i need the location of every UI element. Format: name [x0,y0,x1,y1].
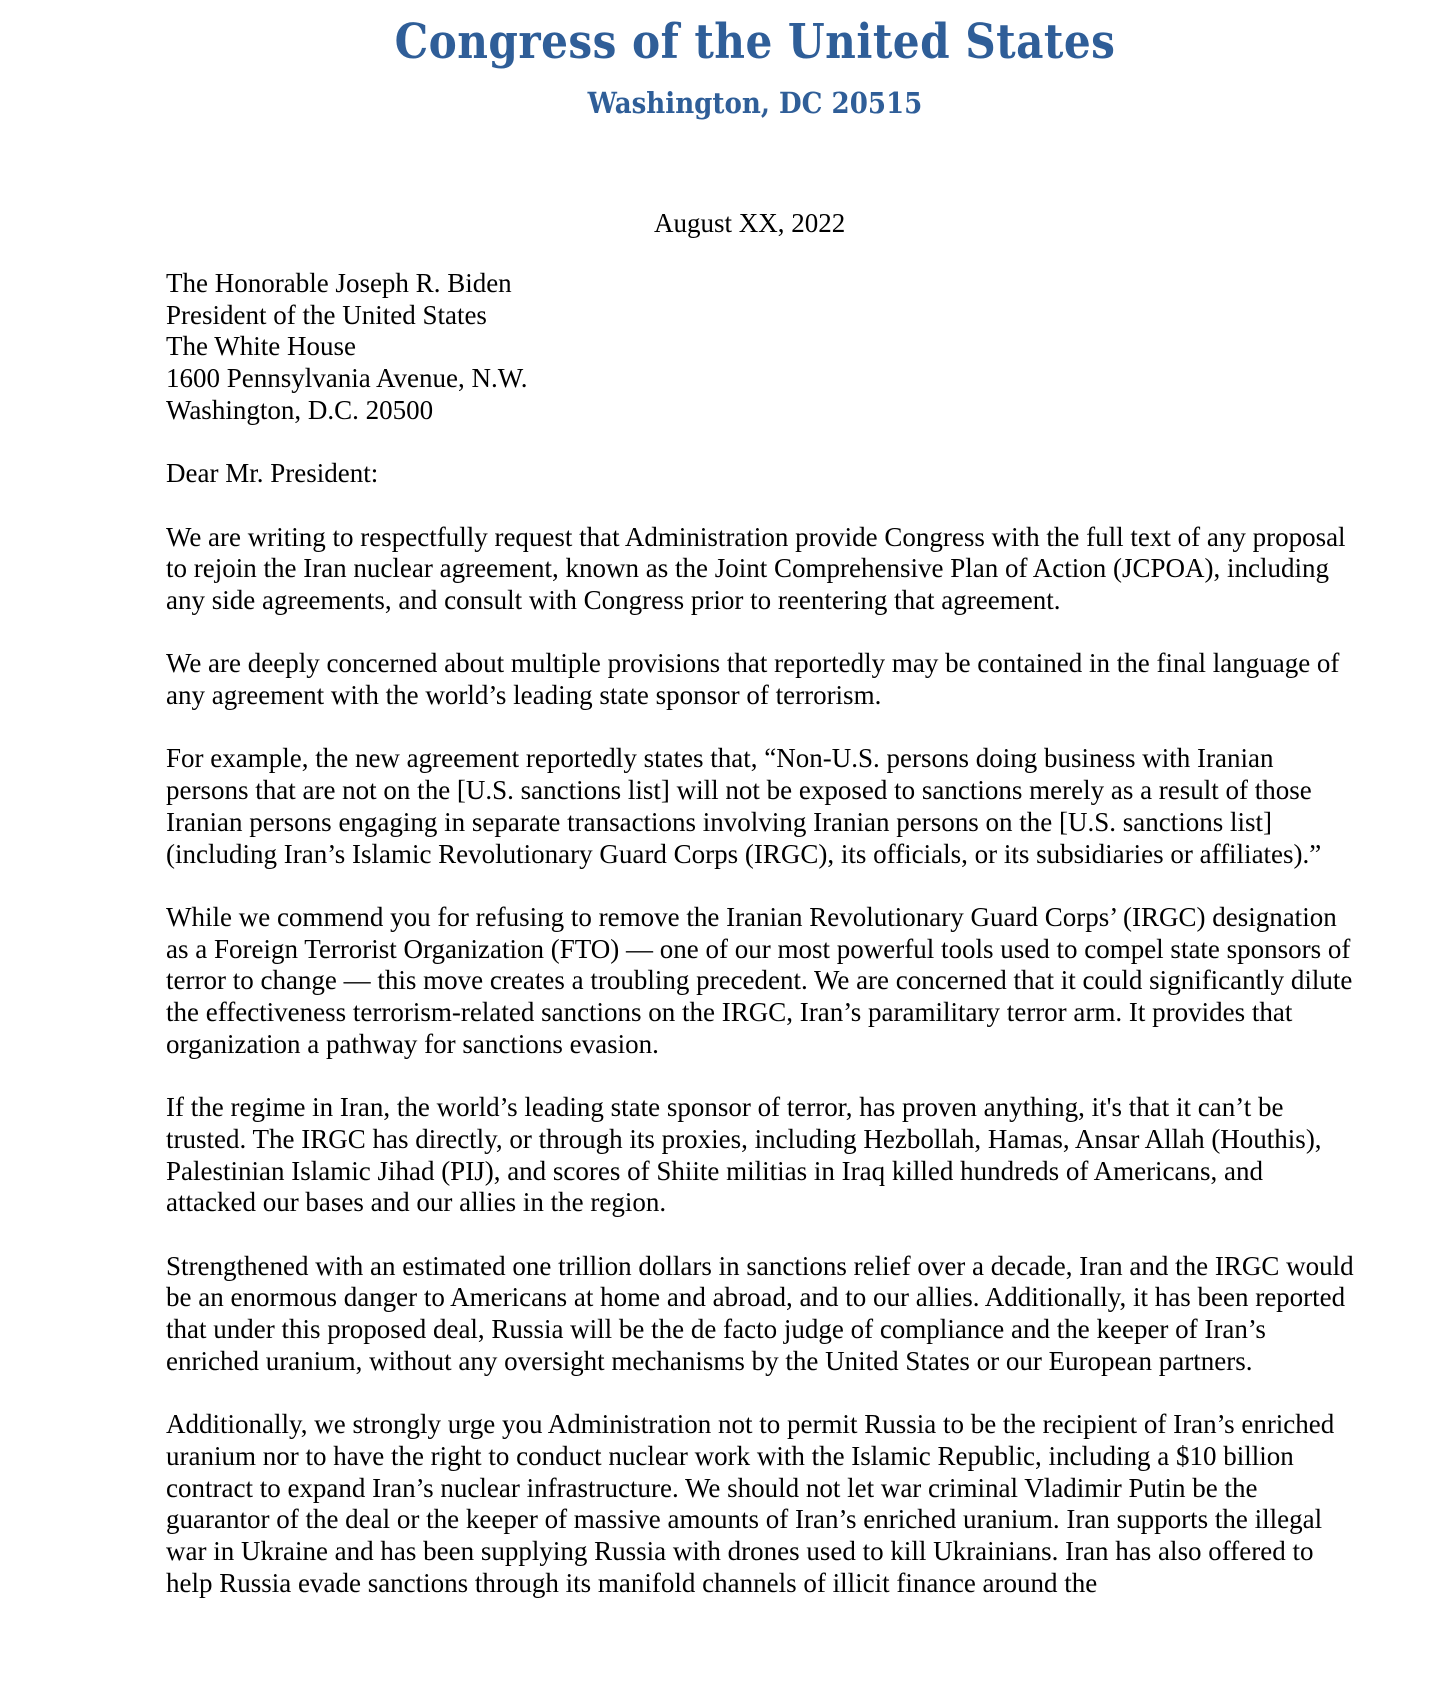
paragraph-russia-uranium: Additionally, we strongly urge you Administration not to permit Russia to be the recipient of Iran’s enriched uranium nor to have the right to conduct nuclear work with the Islamic Republic, including a $10 billion contract to expand Iran’s nuclear infrastructure. We should not let war criminal Vladimir Putin be the guarantor of the deal or the keeper of massive amounts of Iran’s enriched uranium. Iran supports the illegal war in Ukraine and has been supplying Russia with drones used to kill Ukrainians. Iran has also offered to help Russia evade sanctions through its manifold channels of illicit finance around the [166,1409,1335,1598]
paragraph-request: We are writing to respectfully request that Administration provide Congress with the full text of any proposal to rejoin the Iran nuclear agreement, known as the Joint Comprehensive Plan of Action (JCPOA), including any side agreements, and consult with Congress prior to reentering that agreement. [166,521,1346,615]
letter-body [166,268,1356,1599]
recipient-organization: The White House [166,331,356,362]
recipient-address-block [166,268,1356,427]
paragraph-sanctions-relief: Strengthened with an estimated one trillion dollars in sanctions relief over a decade, Iran and the IRGC would be an enormous danger to Americans at home and abroad, and to our allies. Additionally, it has been reported that under this proposed deal, Russia will be the de facto judge of compliance and the keeper of Iran’s enriched uranium, without any oversight mechanisms by the United States or our European partners. [166,1250,1354,1376]
recipient-city: Washington, D.C. 20500 [166,394,434,425]
salutation: Dear Mr. President: [166,458,379,489]
recipient-title: President of the United States [166,299,487,330]
paragraph-irgc-designation: While we commend you for refusing to remove the Iranian Revolutionary Guard Corps’ (IRGC) designation as a Foreign Terrorist Organization (FTO) — one of our most powerful tools used to compel state sponsors of terror to change — this move creates a troubling precedent. We are concerned that it could significantly dilute the effectiveness terrorism-related sanctions on the IRGC, Iran’s paramilitary terror arm. It provides that organization a pathway for sanctions evasion. [166,901,1353,1059]
letterhead-address: Washington, DC 20515 [587,86,923,120]
paragraph-concern: We are deeply concerned about multiple provisions that reportedly may be contained in the final language of any agreement with the world’s leading state sponsor of terrorism. [166,648,1340,711]
letterhead-title: Congress of the United States [394,14,1116,70]
paragraph-example-quote: For example, the new agreement reportedly states that, “Non-U.S. persons doing business with Iranian persons that are not on the [U.S. sanctions list] will not be exposed to sanctions merely as a result of those Iranian persons engaging in separate transactions involving Iranian persons on the [U.S. sanctions list] (including Iran’s Islamic Revolutionary Guard Corps (IRGC), its officials, or its subsidiaries or affiliates).” [166,743,1322,869]
letter-date: August XX, 2022 [654,208,846,238]
recipient-name: The Honorable Joseph R. Biden [166,268,512,298]
recipient-street: 1600 Pennsylvania Avenue, N.W. [166,363,528,394]
paragraph-regime-trust: If the regime in Iran, the world’s leading state sponsor of terror, has proven anything, it's that it can’t be trusted. The IRGC has directly, or through its proxies, including Hezbollah, Hamas, Ansar Allah (Houthis), Palestinian Islamic Jihad (PIJ), and scores of Shiite militias in Iraq killed hundreds of Americans, and attacked our bases and our allies in the region. [166,1092,1322,1218]
